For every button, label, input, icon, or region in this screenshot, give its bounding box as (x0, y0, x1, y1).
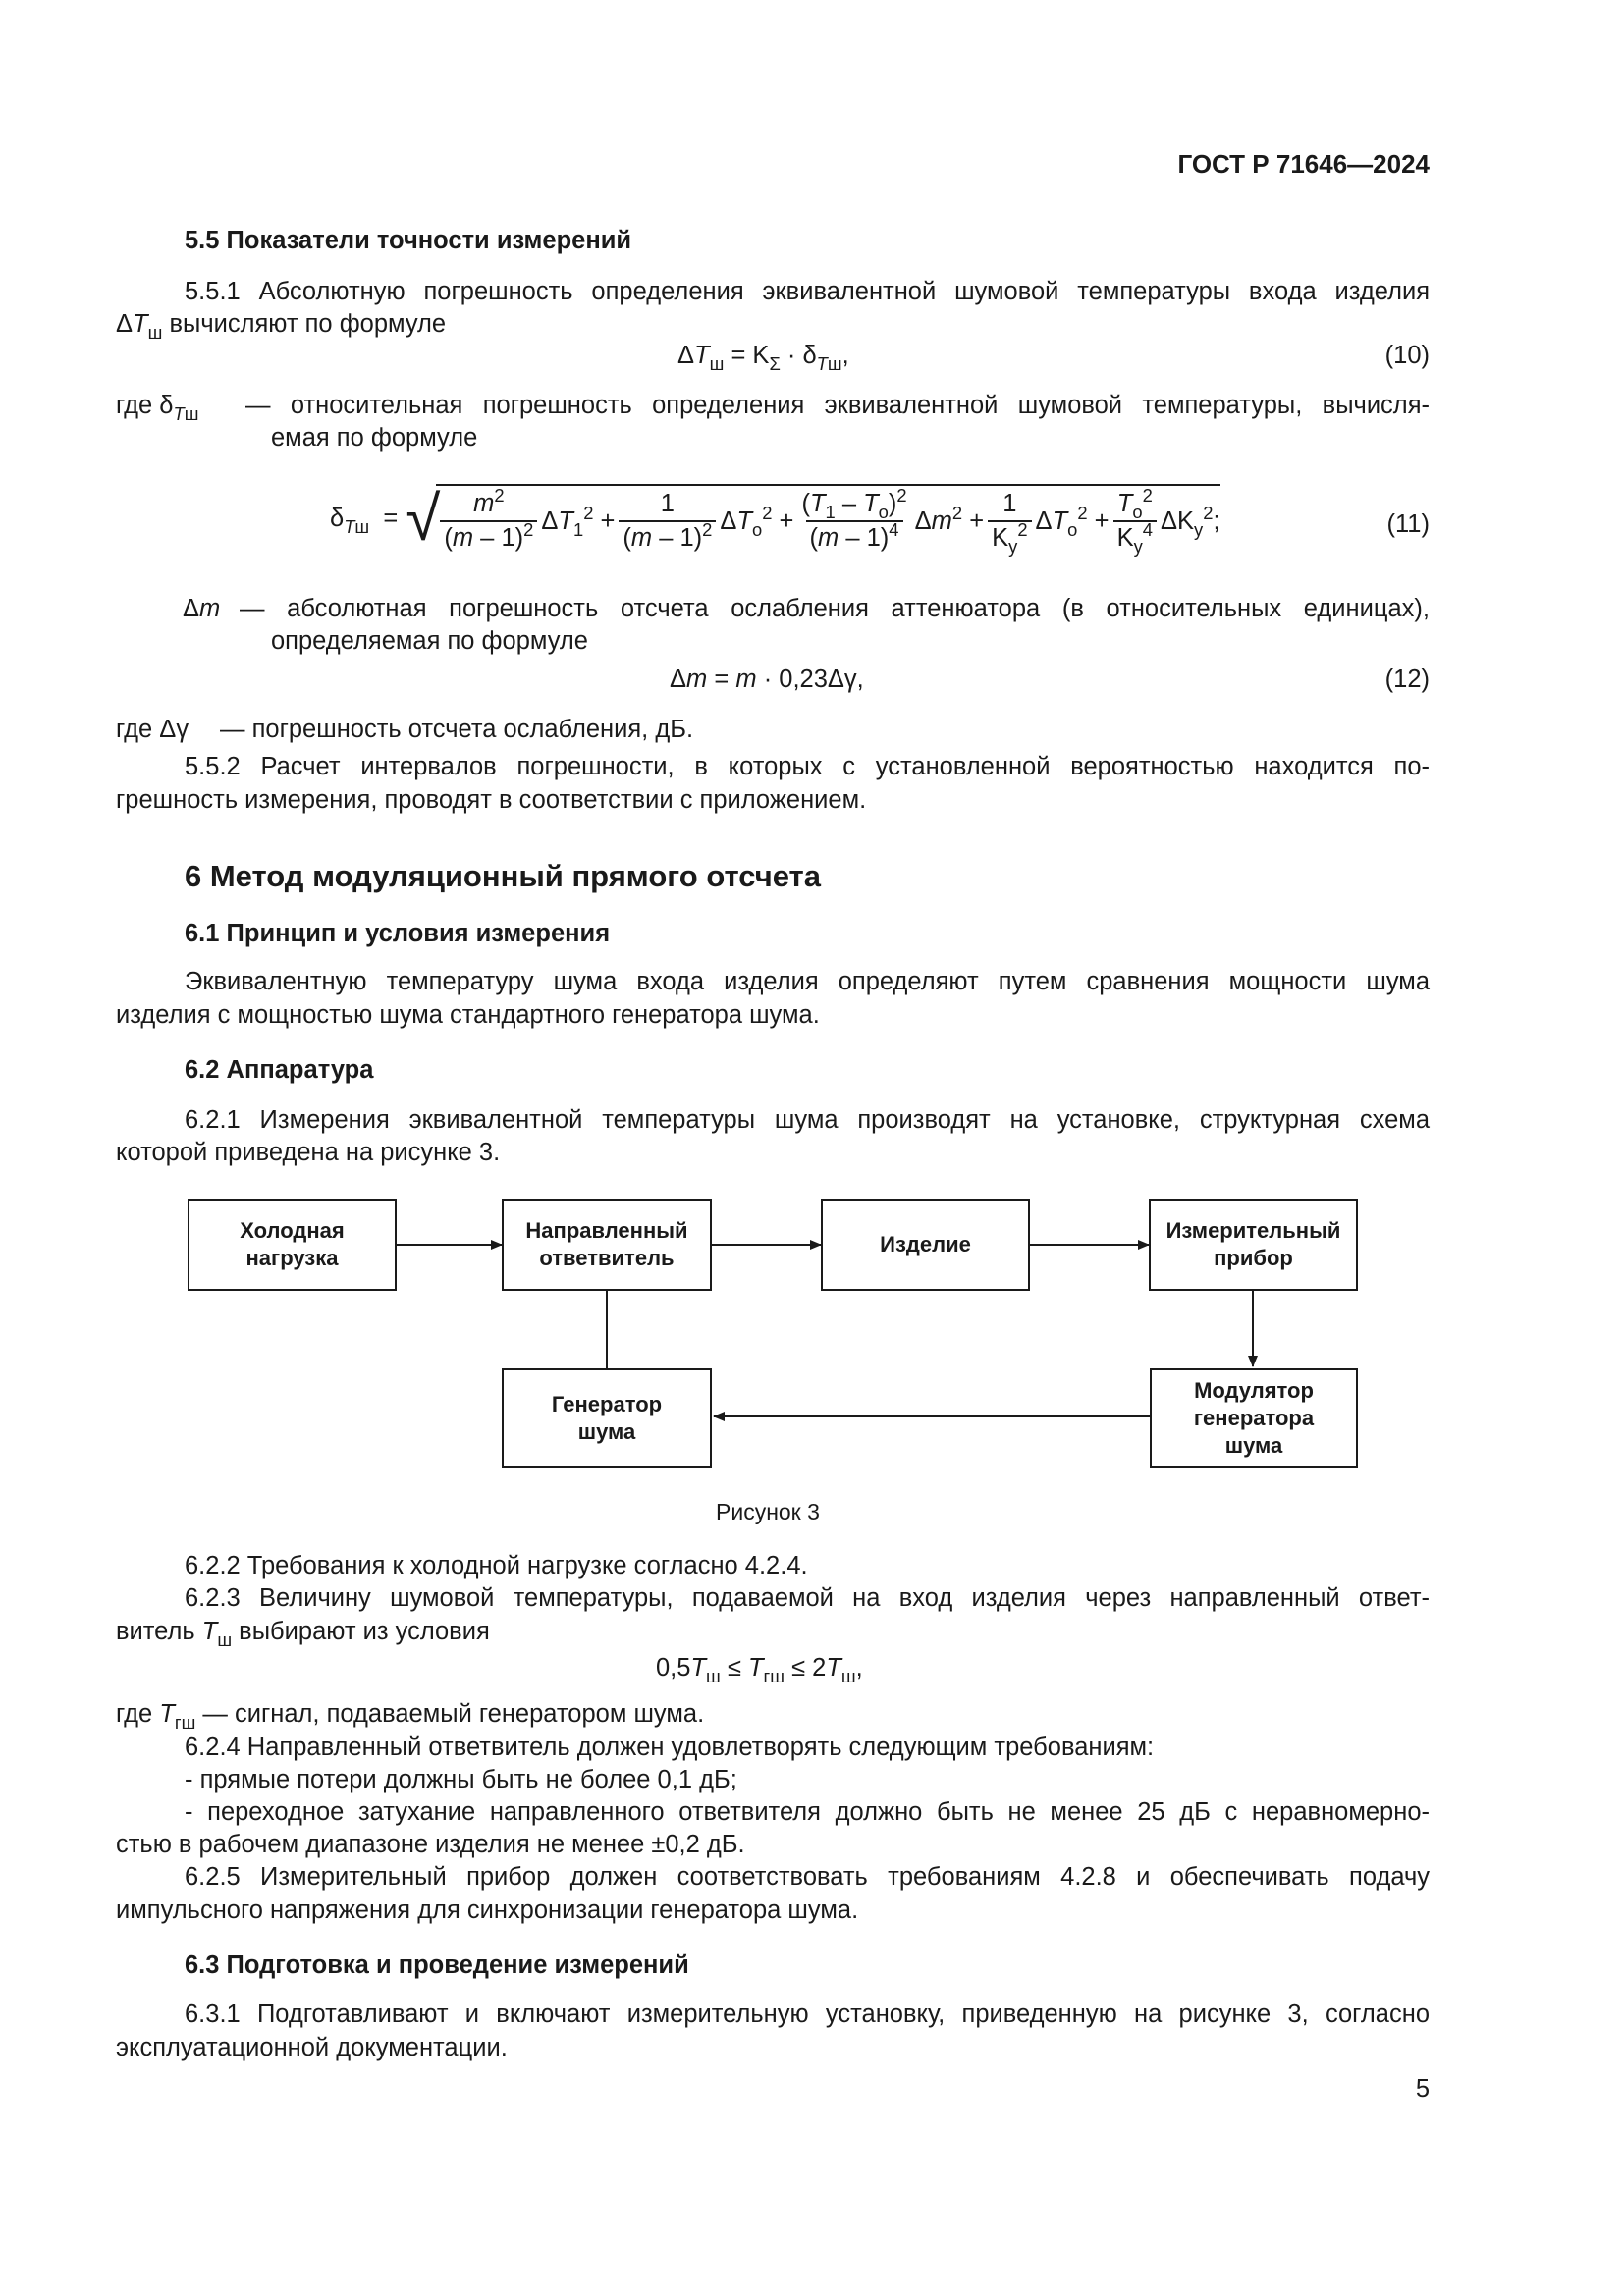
bullet-crosstalk-line2: стью в рабочем диапазоне изделия не менее ±0,2 дБ. (116, 1831, 745, 1858)
where-delta-m-desc-cont: определяемая по формуле (271, 627, 588, 655)
paragraph-6-2-2: 6.2.2 Требования к холодной нагрузке согласно 4.2.4. (185, 1552, 808, 1579)
box-noise-generator-modulator: Модулятор генератора шума (1150, 1368, 1358, 1468)
where-delta-gamma-lead: где Δγ (116, 716, 189, 743)
where-delta-m-desc: — абсолютная погрешность отсчета ослабления аттенюатора (в относительных единицах), (240, 595, 1430, 622)
figure-caption: Рисунок 3 (716, 1499, 820, 1524)
page-number: 5 (1415, 2075, 1430, 2103)
paragraph-6-2-3-line1: 6.2.3 Величину шумовой температуры, подаваемой на вход изделия через направленный ответ- (185, 1584, 1430, 1612)
box-noise-generator: Генератор шума (502, 1368, 712, 1468)
formula-condition: $0,5T_ш \le T_{гш} \le 2T_ш$, (656, 1654, 863, 1686)
where-t-gsh: где $T_{гш}$ — сигнал, подаваемый генератором шума. (116, 1700, 705, 1733)
section-6-3-title: 6.3 Подготовка и проведение измерений (185, 1951, 689, 1979)
section-6-1-title: 6.1 Принцип и условия измерения (185, 920, 611, 947)
box-directional-coupler: Направленный ответвитель (502, 1199, 712, 1291)
bullet-direct-loss: - прямые потери должны быть не более 0,1 дБ; (185, 1766, 737, 1793)
paragraph-6-1-line2: изделия с мощностью шума стандартного генератора шума. (116, 1001, 820, 1029)
bullet-crosstalk-line1: - переходное затухание направленного ответвителя должно быть не менее 25 дБ с неравномерно- (185, 1798, 1430, 1826)
section-6-2-title: 6.2 Аппаратура (185, 1056, 374, 1084)
paragraph-5-5-1-line1: 5.5.1 Абсолютную погрешность определения эквивалентной шумовой температуры входа изделия (185, 278, 1430, 305)
paragraph-6-2-3-line2: витель $T_ш$ выбирают из условия (116, 1618, 490, 1650)
paragraph-6-1-line1: Эквивалентную температуру шума входа изделия определяют путем сравнения мощности шума (185, 968, 1430, 995)
formula-11: $\delta_{Tш}$ = √ $\frac{m^2}{(m - 1)^2}$ $\Delta T_1^2$ + $\frac{1}{(m - 1)^2}$ $\Delta T_o^2$ + $\frac{(T_1 - T_o)^2}{(m - 1)^4}$ $\Delta m^2$ + $\frac{1}{K_y^2}$ $\Delta T_o^2$ + $\frac{T_o^2}{K_y^4}$ $\Delta K_y^2$; (330, 483, 1220, 557)
paragraph-6-2-5-line1: 6.2.5 Измерительный прибор должен соответствовать требованиям 4.2.8 и обеспечивать подачу (185, 1863, 1430, 1891)
paragraph-6-3-1-line1: 6.3.1 Подготавливают и включают измерительную установку, приведенную на рисунке 3, согласно (185, 2001, 1430, 2028)
where-delta-t-desc-cont: емая по формуле (271, 424, 478, 452)
box-cold-load: Холодная нагрузка (188, 1199, 397, 1291)
paragraph-5-5-2-line1: 5.5.2 Расчет интервалов погрешности, в которых с установленной вероятностью находится по- (185, 753, 1430, 780)
where-delta-gamma-desc: — погрешность отсчета ослабления, дБ. (220, 716, 694, 743)
equation-number-11: (11) (1386, 510, 1430, 538)
formula-10: $\Delta T_ш = K_\Sigma \cdot \delta_{Tш}$, (677, 342, 849, 374)
paragraph-5-5-2-line2: грешность измерения, проводят в соответствии с приложением. (116, 786, 867, 814)
formula-12: Δm = m · 0,23Δγ, (670, 666, 864, 693)
where-delta-t-desc: — относительная погрешность определения эквивалентной шумовой температуры, вычисля- (245, 392, 1430, 419)
box-device: Изделие (821, 1199, 1030, 1291)
box-measuring-instrument: Измерительный прибор (1149, 1199, 1358, 1291)
paragraph-6-2-1-line2: которой приведена на рисунке 3. (116, 1139, 501, 1166)
document-code: ГОСТ Р 71646—2024 (1177, 149, 1430, 179)
section-6-title: 6 Метод модуляционный прямого отсчета (185, 859, 821, 893)
paragraph-6-3-1-line2: эксплуатационной документации. (116, 2034, 508, 2061)
paragraph-6-2-4: 6.2.4 Направленный ответвитель должен удовлетворять следующим требованиям: (185, 1734, 1155, 1761)
paragraph-6-2-5-line2: импульсного напряжения для синхронизации генератора шума. (116, 1896, 859, 1924)
section-5-5-title: 5.5 Показатели точности измерений (185, 227, 632, 254)
where-delta-t-lead: где $\delta_{Tш}$ (116, 392, 199, 424)
where-delta-m-lead: Δm (183, 595, 221, 622)
paragraph-6-2-1-line1: 6.2.1 Измерения эквивалентной температуры шума производят на установке, структурная схема (185, 1106, 1430, 1134)
paragraph-5-5-1-line2: $\Delta T_ш$ вычисляют по формуле (116, 310, 447, 343)
equation-number-12: (12) (1384, 666, 1430, 693)
equation-number-10: (10) (1384, 342, 1430, 369)
